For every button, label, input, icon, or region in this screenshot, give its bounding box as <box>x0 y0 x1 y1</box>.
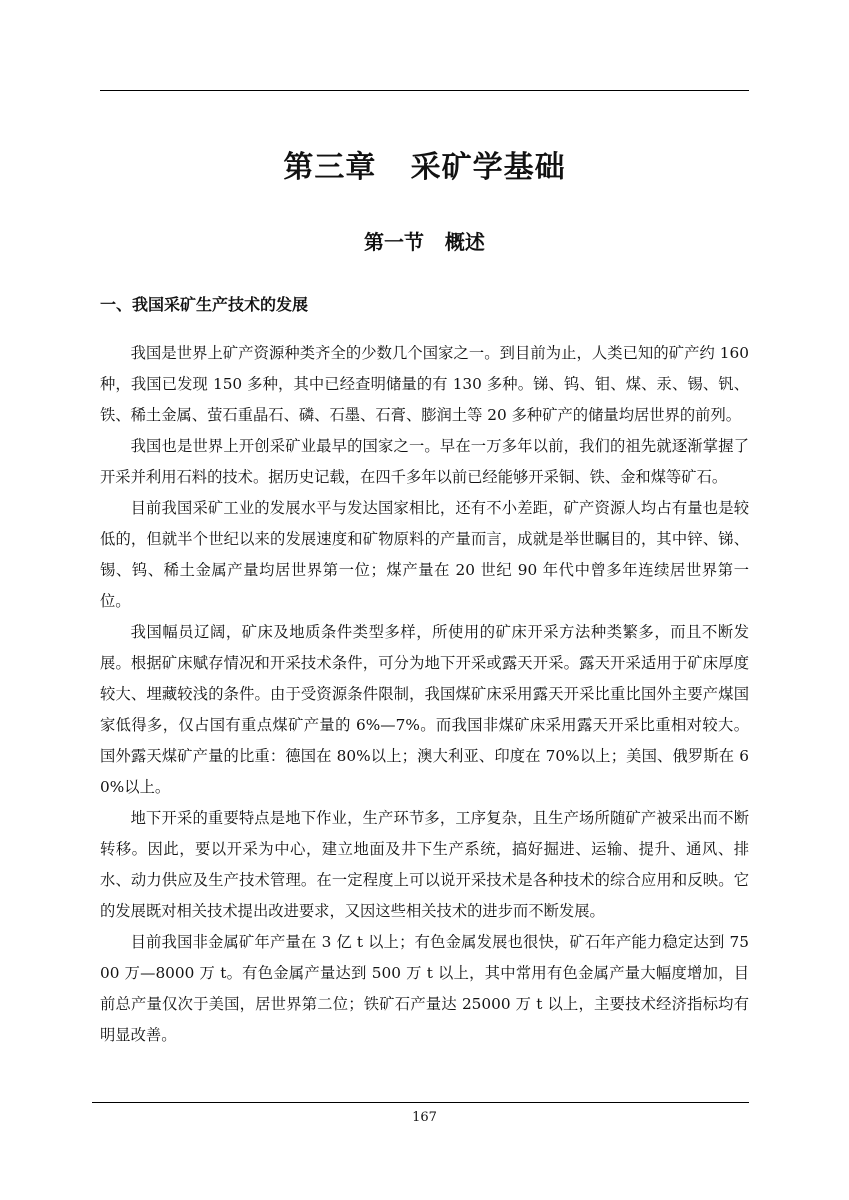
paragraph: 我国幅员辽阔，矿床及地质条件类型多样，所使用的矿床开采方法种类繁多，而且不断发展。根据矿床赋存情况和开采技术条件，可分为地下开采或露天开采。露天开采适用于矿床厚度较大、埋藏较浅的条件。由于受资源条件限制，我国煤矿床采用露天开采比重比国外主要产煤国家低得多，仅占国有重点煤矿产量的 6%—7%。而我国非煤矿床采用露天开采比重相对较大。国外露天煤矿产量的比重：德国在 80%以上；澳大利亚、印度在 70%以上；美国、俄罗斯在 60%以上。 <box>100 623 749 796</box>
paragraph: 地下开采的重要特点是地下作业，生产环节多，工序复杂，且生产场所随矿产被采出而不断转移。因此，要以开采为中心，建立地面及井下生产系统，搞好掘进、运输、提升、通风、排水、动力供应及生产技术管理。在一定程度上可以说开采技术是各种技术的综合应用和反映。它的发展既对相关技术提出改进要求，又因这些相关技术的进步而不断发展。 <box>100 809 749 920</box>
paragraph: 目前我国非金属矿年产量在 3 亿 t 以上；有色金属发展也很快，矿石年产能力稳定达到 7500 万—8000 万 t。有色金属产量达到 500 万 t 以上，其中常用有色金属产量大幅度增加，目前总产量仅次于美国，居世界第二位；铁矿石产量达 25000 万 t 以上，主要技术经济指标均有明显改善。 <box>100 933 749 1044</box>
paragraph: 我国也是世界上开创采矿业最早的国家之一。早在一万多年以前，我们的祖先就逐渐掌握了开采并利用石料的技术。据历史记载，在四千多年以前已经能够开采铜、铁、金和煤等矿石。 <box>100 437 749 486</box>
body-text <box>100 338 749 1051</box>
paragraph: 目前我国采矿工业的发展水平与发达国家相比，还有不小差距，矿产资源人均占有量也是较低的，但就半个世纪以来的发展速度和矿物原料的产量而言，成就是举世瞩目的，其中锌、锑、锡、钨、稀土金属产量均居世界第一位；煤产量在 20 世纪 90 年代中曾多年连续居世界第一位。 <box>100 499 749 610</box>
page-number: 167 <box>412 1110 437 1125</box>
paragraph: 我国是世界上矿产资源种类齐全的少数几个国家之一。到目前为止，人类已知的矿产约 160 种，我国已发现 150 多种，其中已经查明储量的有 130 多种。锑、钨、钼、煤、汞、锡、钒、铁、稀土金属、萤石重晶石、磷、石墨、石膏、膨润土等 20 多种矿产的储量均居世界的前列。 <box>100 344 749 424</box>
subsection-title: 一、我国采矿生产技术的发展 <box>100 295 309 314</box>
chapter-title: 第三章 采矿学基础 <box>283 150 566 185</box>
header-rule <box>100 90 749 91</box>
section-title: 第一节 概述 <box>364 230 485 254</box>
footer-rule <box>92 1102 749 1103</box>
